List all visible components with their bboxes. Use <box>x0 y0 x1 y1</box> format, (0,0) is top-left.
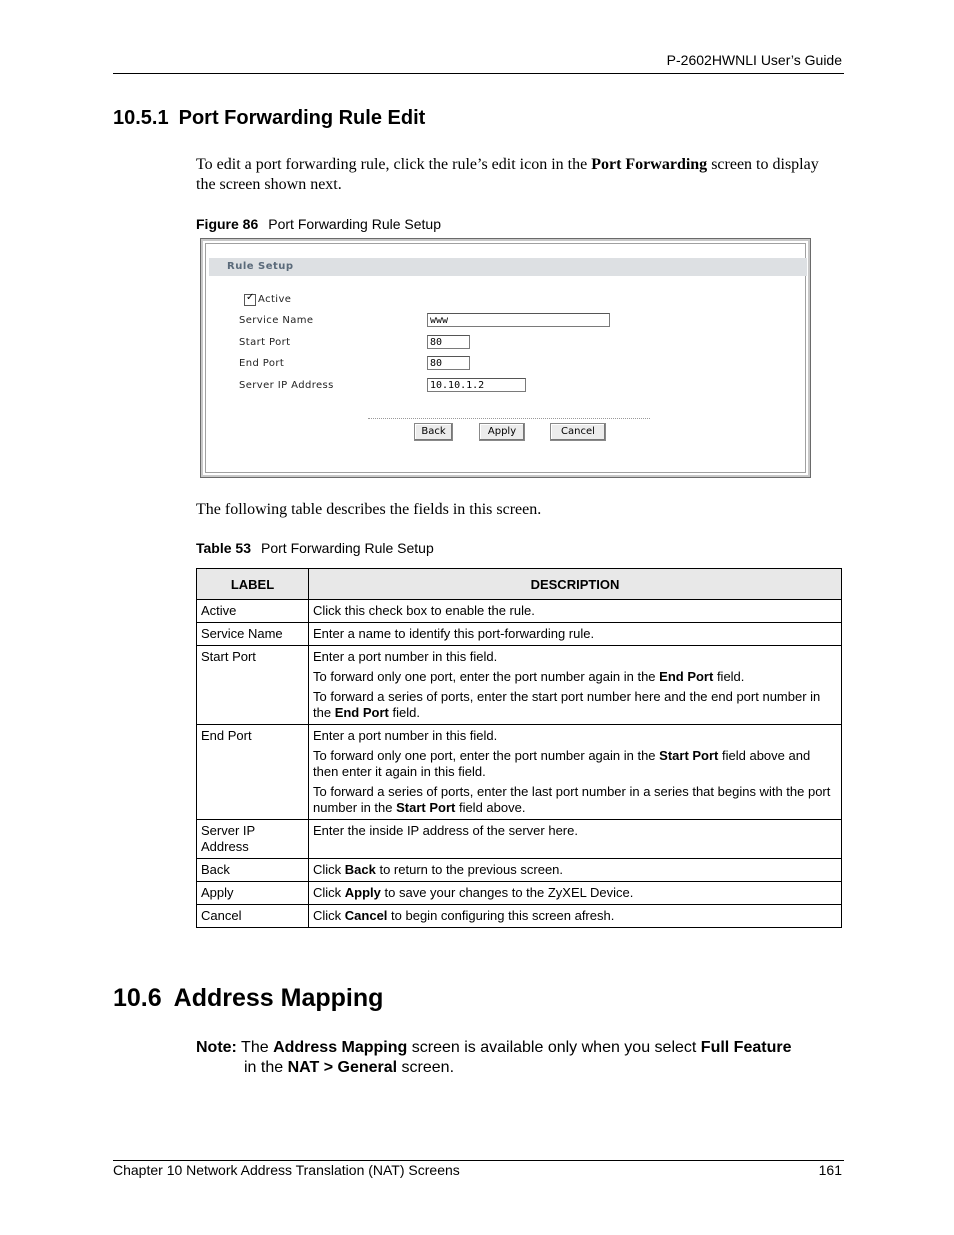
description-paragraph <box>313 784 836 816</box>
row-description <box>309 646 842 725</box>
service-name-label: Service Name <box>239 315 314 326</box>
row-description <box>309 905 842 928</box>
description-paragraph <box>313 728 836 744</box>
end-port-label: End Port <box>239 358 285 369</box>
table-label: Table 53 <box>196 540 251 556</box>
row-label: Service Name <box>197 623 309 646</box>
description-text: To forward a series of ports, enter the last port number in a series that begins with the port number in the <box>313 784 831 815</box>
apply-button[interactable]: Apply <box>479 423 525 441</box>
rule-setup-title: Rule Setup <box>227 261 294 272</box>
table-row <box>197 646 842 725</box>
description-text: field. <box>388 705 420 720</box>
intro-bold: Port Forwarding <box>591 156 708 173</box>
description-column-header: DESCRIPTION <box>309 569 842 600</box>
footer-chapter: Chapter 10 Network Address Translation (NAT) Screens <box>113 1162 460 1178</box>
description-bold-term: End Port <box>334 705 389 720</box>
checkmark-icon: ✓ <box>246 292 255 303</box>
rule-setup-screenshot <box>200 238 811 478</box>
label-column-header: LABEL <box>197 569 309 600</box>
table-row <box>197 623 842 646</box>
footer-page-number: 161 <box>818 1162 842 1178</box>
description-text: Enter a port number in this field. <box>313 728 498 743</box>
row-description <box>309 725 842 820</box>
section-number: 10.5.1 <box>113 107 169 129</box>
active-checkbox[interactable] <box>244 294 256 306</box>
note-text-2: screen is available only when you select <box>407 1039 701 1056</box>
start-port-input[interactable]: 80 <box>427 335 470 349</box>
description-paragraph <box>313 689 836 721</box>
description-paragraph <box>313 885 836 901</box>
description-paragraph <box>313 626 836 642</box>
description-text: to return to the previous screen. <box>375 862 564 877</box>
note-prefix: Note: <box>196 1039 237 1056</box>
description-text: Click this check box to enable the rule. <box>313 603 535 618</box>
note-continuation <box>196 1058 842 1078</box>
note-bold-3: NAT > General <box>287 1059 398 1076</box>
description-bold-term: Cancel <box>344 908 388 923</box>
service-name-input[interactable]: www <box>427 313 610 327</box>
row-description <box>309 859 842 882</box>
section2-number: 10.6 <box>113 984 162 1012</box>
row-description <box>309 882 842 905</box>
note-text-1: The <box>236 1039 274 1056</box>
note-text-4: screen. <box>397 1059 455 1076</box>
description-text: Enter the inside IP address of the server here. <box>313 823 578 838</box>
description-paragraph <box>313 603 836 619</box>
start-port-label: Start Port <box>239 337 291 348</box>
row-description <box>309 623 842 646</box>
button-separator <box>368 418 650 419</box>
intro-text-1: To edit a port forwarding rule, click the rule’s edit icon in the <box>196 156 592 173</box>
table-row <box>197 882 842 905</box>
following-text: The following table describes the fields in this screen. <box>196 501 542 518</box>
table-row <box>197 600 842 623</box>
figure-caption-text: Port Forwarding Rule Setup <box>268 216 442 232</box>
section2-title: Address Mapping <box>173 984 384 1012</box>
table-body <box>197 600 842 928</box>
note-paragraph <box>196 1038 842 1078</box>
screenshot-frame <box>205 243 806 473</box>
description-bold-term: End Port <box>659 669 714 684</box>
description-text: field above and then enter it again in this field. <box>313 748 811 779</box>
cancel-button[interactable]: Cancel <box>550 423 606 441</box>
table-caption <box>196 540 434 556</box>
field-description-table <box>196 568 842 928</box>
description-bold-term: Back <box>344 862 376 877</box>
row-label: Apply <box>197 882 309 905</box>
rule-setup-title-bar <box>209 258 807 276</box>
figure-label: Figure 86 <box>196 216 259 232</box>
row-label: Start Port <box>197 646 309 725</box>
server-ip-input[interactable]: 10.10.1.2 <box>427 378 526 392</box>
guide-title: P-2602HWNLI User’s Guide <box>666 52 842 68</box>
description-paragraph <box>313 823 836 839</box>
description-text: Enter a name to identify this port-forwarding rule. <box>313 626 595 641</box>
description-text: Click <box>313 908 345 923</box>
note-bold-2: Full Feature <box>700 1039 792 1056</box>
row-label: Cancel <box>197 905 309 928</box>
description-paragraph <box>313 908 836 924</box>
intro-text-2: screen to display the screen shown next. <box>196 156 819 193</box>
table-row <box>197 725 842 820</box>
section2-heading <box>113 984 383 1013</box>
row-label: Active <box>197 600 309 623</box>
end-port-input[interactable]: 80 <box>427 356 470 370</box>
description-bold-term: Start Port <box>659 748 719 763</box>
description-text: to save your changes to the ZyXEL Device. <box>380 885 634 900</box>
description-text: To forward only one port, enter the port number again in the <box>313 748 660 763</box>
server-ip-label: Server IP Address <box>239 380 334 391</box>
description-paragraph <box>313 862 836 878</box>
description-paragraph <box>313 649 836 665</box>
table-row <box>197 820 842 859</box>
description-text: Click <box>313 885 345 900</box>
description-paragraph <box>313 748 836 780</box>
description-text: To forward only one port, enter the port number again in the <box>313 669 660 684</box>
description-text: field. <box>713 669 745 684</box>
table-row <box>197 905 842 928</box>
description-text: Click <box>313 862 345 877</box>
row-label: End Port <box>197 725 309 820</box>
row-label: Back <box>197 859 309 882</box>
note-text-3: in the <box>244 1059 288 1076</box>
section-heading <box>113 107 425 130</box>
table-header-row <box>197 569 842 600</box>
footer-rule <box>113 1160 844 1161</box>
active-label: Active <box>258 294 292 305</box>
description-text: Enter a port number in this field. <box>313 649 498 664</box>
description-bold-term: Start Port <box>396 800 456 815</box>
note-bold-1: Address Mapping <box>273 1039 408 1056</box>
intro-paragraph <box>196 155 826 195</box>
table-caption-text: Port Forwarding Rule Setup <box>261 540 434 556</box>
description-bold-term: Apply <box>344 885 381 900</box>
description-paragraph <box>313 669 836 685</box>
header-rule <box>113 73 844 74</box>
back-button[interactable]: Back <box>414 423 453 441</box>
description-text: to begin configuring this screen afresh. <box>387 908 615 923</box>
description-text: To forward a series of ports, enter the start port number here and the end port number in the <box>313 689 821 720</box>
description-text: field above. <box>455 800 526 815</box>
row-description <box>309 600 842 623</box>
figure-caption <box>196 216 441 232</box>
row-description <box>309 820 842 859</box>
section-title: Port Forwarding Rule Edit <box>178 107 426 129</box>
table-row <box>197 859 842 882</box>
row-label: Server IP Address <box>197 820 309 859</box>
